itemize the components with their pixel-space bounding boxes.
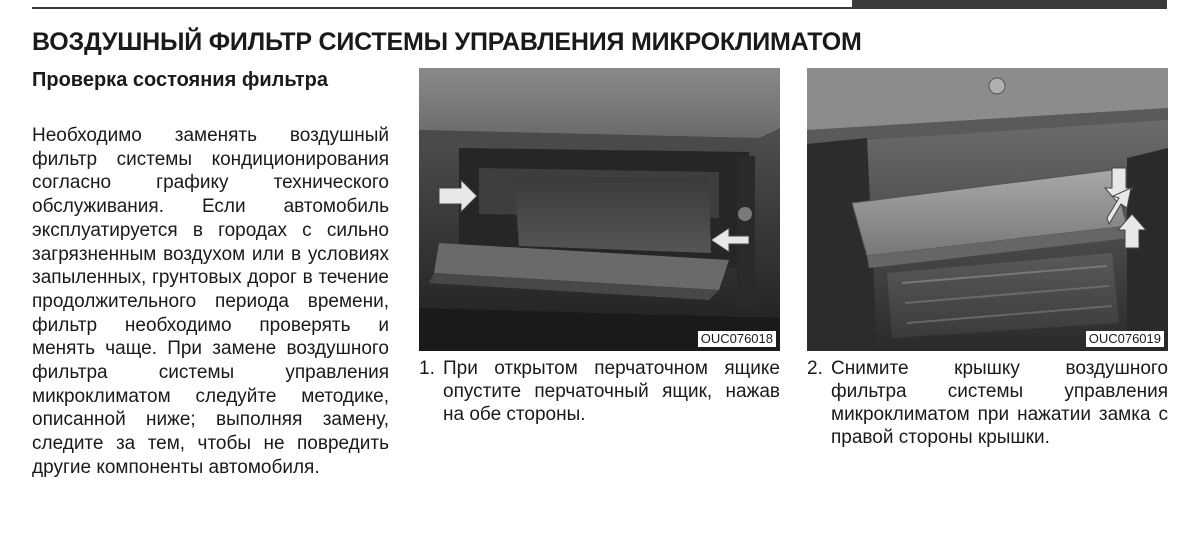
section-heading: Проверка состояния фильтра [32, 69, 328, 91]
page-title: ВОЗДУШНЫЙ ФИЛЬТР СИСТЕМЫ УПРАВЛЕНИЯ МИКРОКЛИМАТОМ [32, 28, 862, 56]
figure-filter-cover [807, 68, 1168, 351]
header-tab [852, 0, 1167, 9]
photo-code: OUC076019 [1086, 331, 1164, 347]
figure-glovebox [419, 68, 780, 351]
step-caption: При открытом перчаточном ящике опустите перчаточный ящик, нажав на обе стороны. [443, 358, 780, 425]
glovebox-photo [419, 68, 780, 351]
step-1 [419, 357, 780, 426]
step-number: 2. [807, 358, 823, 379]
section-body-text: Необходимо заменять воздушный фильтр системы кондиционирования согласно графику технического обслуживания. Если автомобиль эксплуатируется в городах с сильно загрязненным воздухом или в условиях запыленных, грунтовых дорог в течение продолжительного периода времени, фильтр необходимо проверять и менять чаще. При замене воздушного фильтра системы управления микроклиматом следуйте методике, описанной ниже; выполняя замену, следите за тем, чтобы не повредить другие компоненты автомобиля. [32, 125, 389, 478]
step-number: 1. [419, 358, 435, 379]
header-rule [32, 7, 852, 9]
step-2 [807, 357, 1168, 449]
photo-code: OUC076018 [698, 331, 776, 347]
filter-cover-photo [807, 68, 1168, 351]
step-caption: Снимите крышку воздушного фильтра системы управления микроклиматом при нажатии замка с правой стороны крышки. [831, 358, 1168, 448]
